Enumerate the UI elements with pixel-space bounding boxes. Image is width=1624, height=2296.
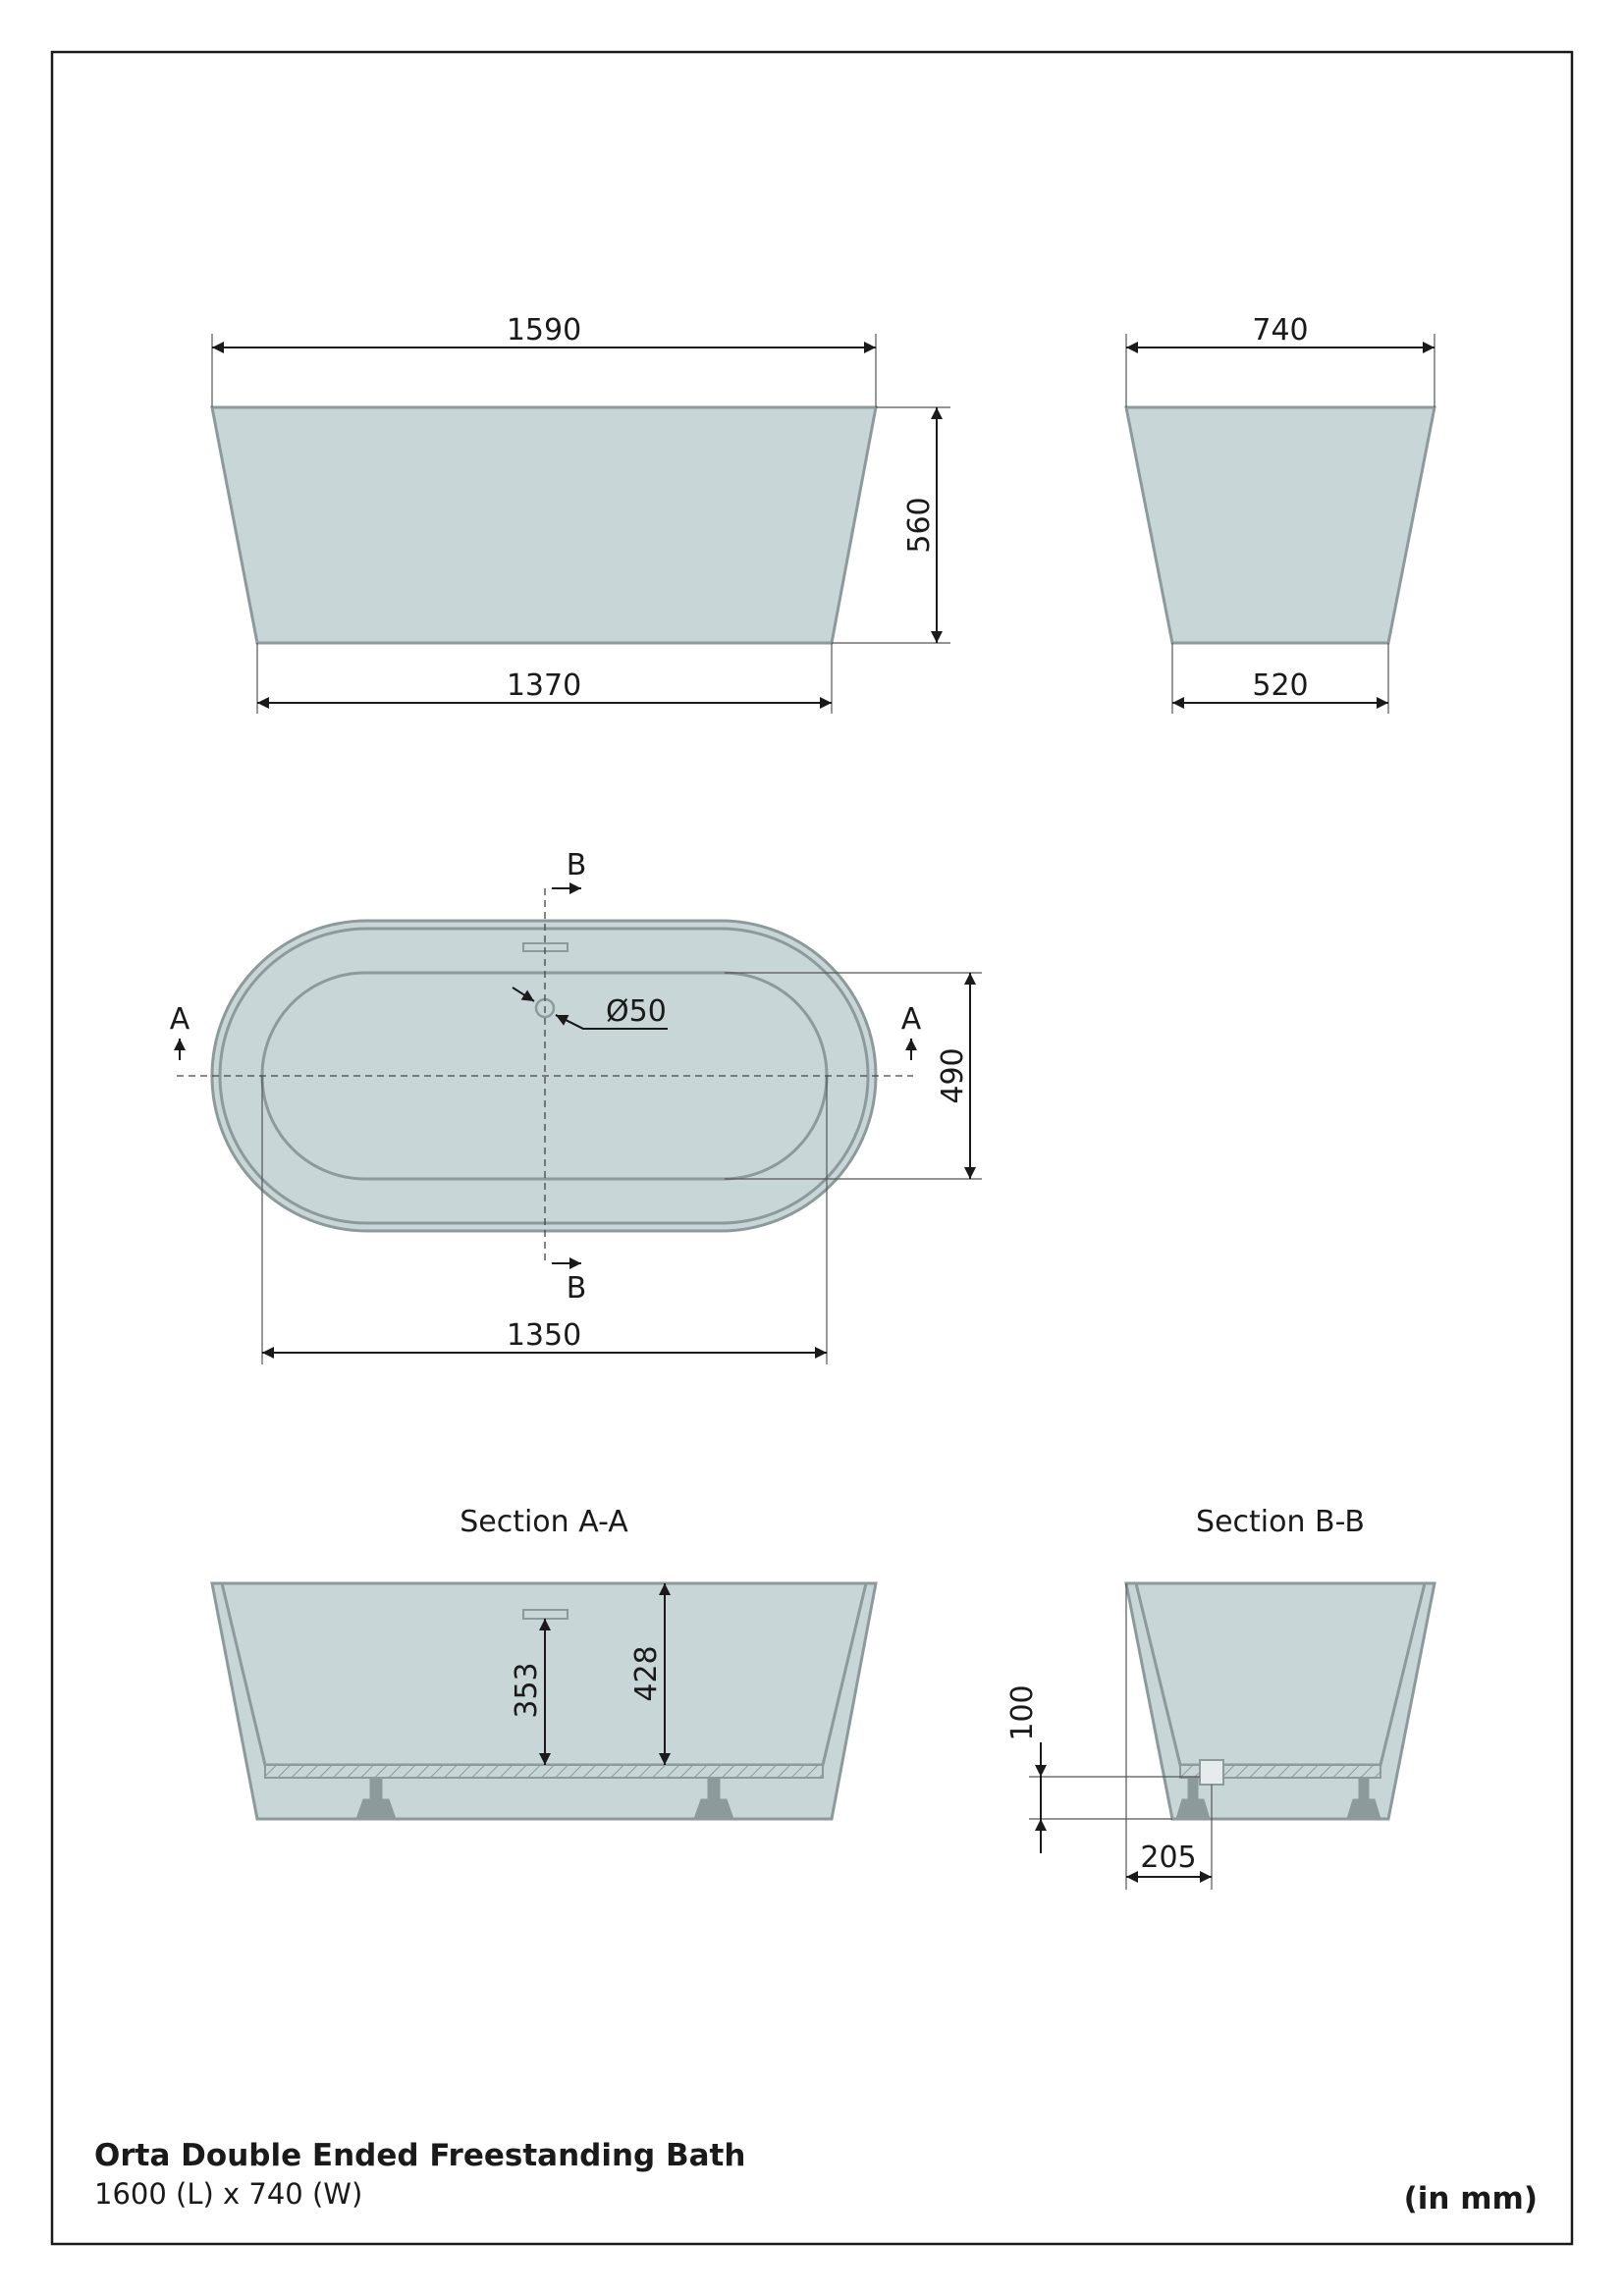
section-overflow — [523, 1610, 568, 1619]
waste-fitting — [1200, 1760, 1223, 1785]
dim-inner-length: 1350 — [506, 1318, 582, 1353]
section-marker-b-bottom: B — [566, 1271, 587, 1306]
section-bb-view — [1005, 1505, 1435, 1890]
section-bb-title: Section B-B — [1196, 1505, 1365, 1539]
title-block — [94, 2138, 745, 2211]
side-elevation-view — [212, 313, 950, 714]
product-dimensions: 1600 (L) x 740 (W) — [94, 2177, 363, 2211]
dim-waste-diameter: Ø50 — [606, 994, 667, 1029]
dim-end-bottom-width: 520 — [1252, 668, 1309, 703]
dim-top-width: 1590 — [506, 313, 582, 347]
section-aa-base — [265, 1765, 823, 1778]
dim-depth: 428 — [629, 1645, 664, 1702]
dim-waste-offset: 205 — [1140, 1841, 1197, 1875]
section-marker-a-left: A — [169, 1002, 190, 1037]
dim-height: 560 — [902, 497, 937, 554]
dim-bottom-width: 1370 — [506, 668, 582, 703]
dim-base-height: 100 — [1005, 1684, 1040, 1741]
section-aa-view — [212, 1505, 876, 1819]
product-title: Orta Double Ended Freestanding Bath — [94, 2138, 746, 2173]
plan-view — [170, 848, 982, 1364]
dim-end-top-width: 740 — [1252, 313, 1309, 347]
section-bb-body — [1126, 1583, 1435, 1819]
side-bath-body — [212, 407, 876, 643]
section-marker-b-top: B — [566, 848, 587, 882]
units-label: (in mm) — [1403, 2181, 1538, 2216]
section-marker-a-right: A — [900, 1002, 922, 1037]
end-bath-body — [1126, 407, 1435, 643]
section-aa-title: Section A-A — [460, 1505, 628, 1539]
dim-inner-width: 490 — [936, 1047, 970, 1104]
end-elevation-view — [1126, 313, 1435, 714]
dim-overflow-height: 353 — [510, 1662, 544, 1719]
